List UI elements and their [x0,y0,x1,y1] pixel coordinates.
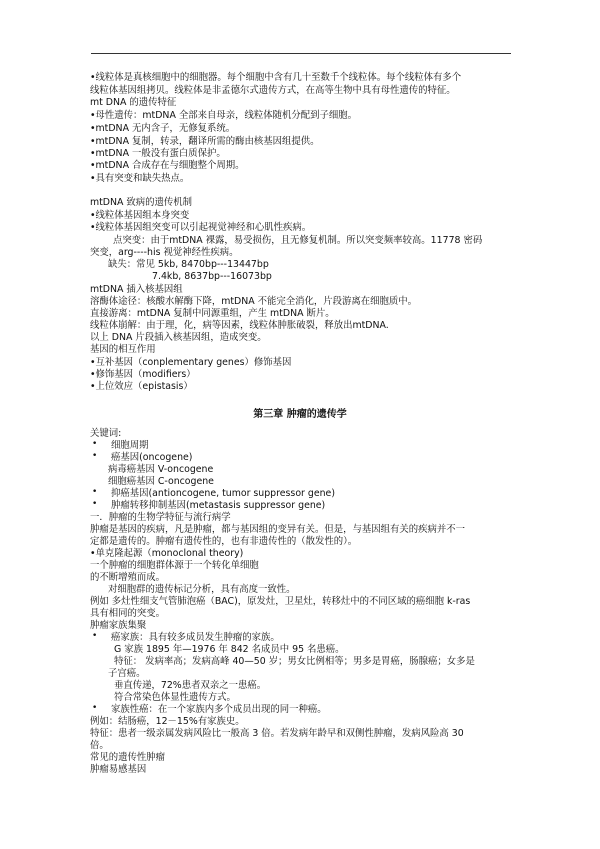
text-line: 以上 DNA 片段插入核基因组，造成突变。 [90,332,267,343]
section-heading: mtDNA 插入核基因组 [90,284,183,295]
text-line: 子宫癌。 [108,668,146,679]
text-line: 一个肿瘤的细胞群体源于一个转化单细胞 [90,560,259,571]
text-line: 例如 多灶性细支气管肺泡癌（BAC)，原发灶，卫星灶，转移灶中的不同区域的癌细胞 k-ras [90,596,471,607]
bullet-icon: • [92,439,98,449]
section-heading: 肿瘤家族集聚 [90,620,147,631]
text-line: 例如：结肠癌，12－15%有家族史。 [90,716,245,727]
text-line: 肿瘤是基因的疾病，凡是肿瘤，都与基因组的变异有关。但是，与基因组有关的疾病并不一 [90,524,466,535]
chapter-title: 第三章 肿瘤的遗传学 [253,409,347,420]
text-line: 垂直传递，72%患者双亲之一患癌。 [114,680,267,691]
text-line: 缺失：常见 5kb, 8470bp---13447bp [108,259,269,270]
text-line: •mtDNA 无内含子，无修复系统。 [90,123,236,134]
section-heading: 一．肿瘤的生物学特征与流行病学 [90,512,231,523]
keyword-subitem: 细胞癌基因 C-oncogene [108,476,214,487]
text-line: •修饰基因（modifiers） [90,369,196,380]
text-line: 点突变：由于mtDNA 裸露，易受损伤，且无修复机制。所以突变频率较高。11778 密码 [113,235,483,246]
section-heading: mt DNA 的遗传特征 [90,97,177,108]
text-line: 符合常染色体显性遗传方式。 [114,692,236,703]
text-line: 的不断增殖而成。 [90,572,166,583]
text-line: •互补基因（conplementary genes）修饰基因 [90,357,292,368]
section-heading: 基因的相互作用 [90,344,156,355]
section-heading: 肿瘤易感基因 [90,764,147,775]
text-line: 线粒体基因组拷贝。线粒体是非孟德尔式遗传方式，在高等生物中具有母性遗传的特征。 [90,85,456,96]
keyword-item: 癌基因(oncogene) [111,452,193,463]
bullet-icon: • [92,703,98,713]
section-heading: mtDNA 致病的遗传机制 [90,197,193,208]
text-line: •上位效应（epistasis） [90,381,193,392]
bullet-icon: • [92,487,98,497]
text-line: 直接游离：mtDNA 复制中同源重组，产生 mtDNA 断片。 [90,308,335,319]
text-line: •单克隆起源（monoclonal theory) [90,548,244,559]
text-line: 特征：患者一级亲属发病风险比一般高 3 倍。若发病年龄早和双侧性肿瘤，发病风险高 30 [90,728,464,739]
header-rule [91,53,511,54]
text-line: •mtDNA 复制，转录，翻译所需的酶由核基因组提供。 [90,136,320,147]
keywords-label: 关键词: [90,428,122,439]
text-line: •线粒体是真核细胞中的细胞器。每个细胞中含有几十至数千个线粒体。每个线粒体有多个 [90,72,462,83]
text-line: 7.4kb, 8637bp---16073bp [152,271,272,282]
text-line: 具有相同的突变。 [90,608,166,619]
text-line: 线粒体崩解：由于理，化，病等因素，线粒体肿胀破裂，释放出mtDNA. [90,320,389,331]
text-line: •具有突变和缺失热点。 [90,173,190,184]
keyword-subitem: 病毒癌基因 V-oncogene [108,464,214,475]
bullet-icon: • [92,631,98,641]
text-line: •mtDNA 一般没有蛋白质保护。 [90,148,226,159]
section-heading: 常见的遗传性肿瘤 [90,752,166,763]
keyword-item: 细胞周期 [111,440,149,451]
text-line: 家族性癌：在一个家族内多个成员出现的同一种癌。 [111,704,327,715]
text-line: 溶酶体途径：核酸水解酶下降，mtDNA 不能完全消化，片段游离在细胞质中。 [90,296,418,307]
bullet-icon: • [92,451,98,461]
text-line: 突变，arg----his 视觉神经性疾病。 [90,247,239,258]
keyword-item: 抑癌基因(antioncogene, tumor suppressor gene) [111,488,335,499]
text-line: 定都是遗传的。肿瘤有遗传性的，也有非遗传性的（散发性的）。 [90,536,358,547]
keyword-item: 肿瘤转移抑制基因(metastasis suppressor gene) [111,500,326,511]
bullet-icon: • [92,499,98,509]
text-line: 癌家族：具有较多成员发生肿瘤的家族。 [111,632,280,643]
text-line: •线粒体基因组本身突变 [90,210,190,221]
text-line: •线粒体基因组突变可以引起视觉神经和心肌性疾病。 [90,222,312,233]
text-line: •母性遗传：mtDNA 全部来自母亲，线粒体随机分配到子细胞。 [90,110,357,121]
text-line: •mtDNA 合成存在与细胞整个周期。 [90,160,245,171]
text-line: G 家族 1895 年—1976 年 842 名成员中 95 名患癌。 [114,644,345,655]
text-line: 对细胞群的遗传标记分析，具有高度一致性。 [108,584,296,595]
text-line: 特征： 发病率高；发病高峰 40—50 岁；男女比例相等；男多是胃癌，肠腺癌；女多是 [114,656,475,667]
text-line: 倍。 [90,740,109,751]
